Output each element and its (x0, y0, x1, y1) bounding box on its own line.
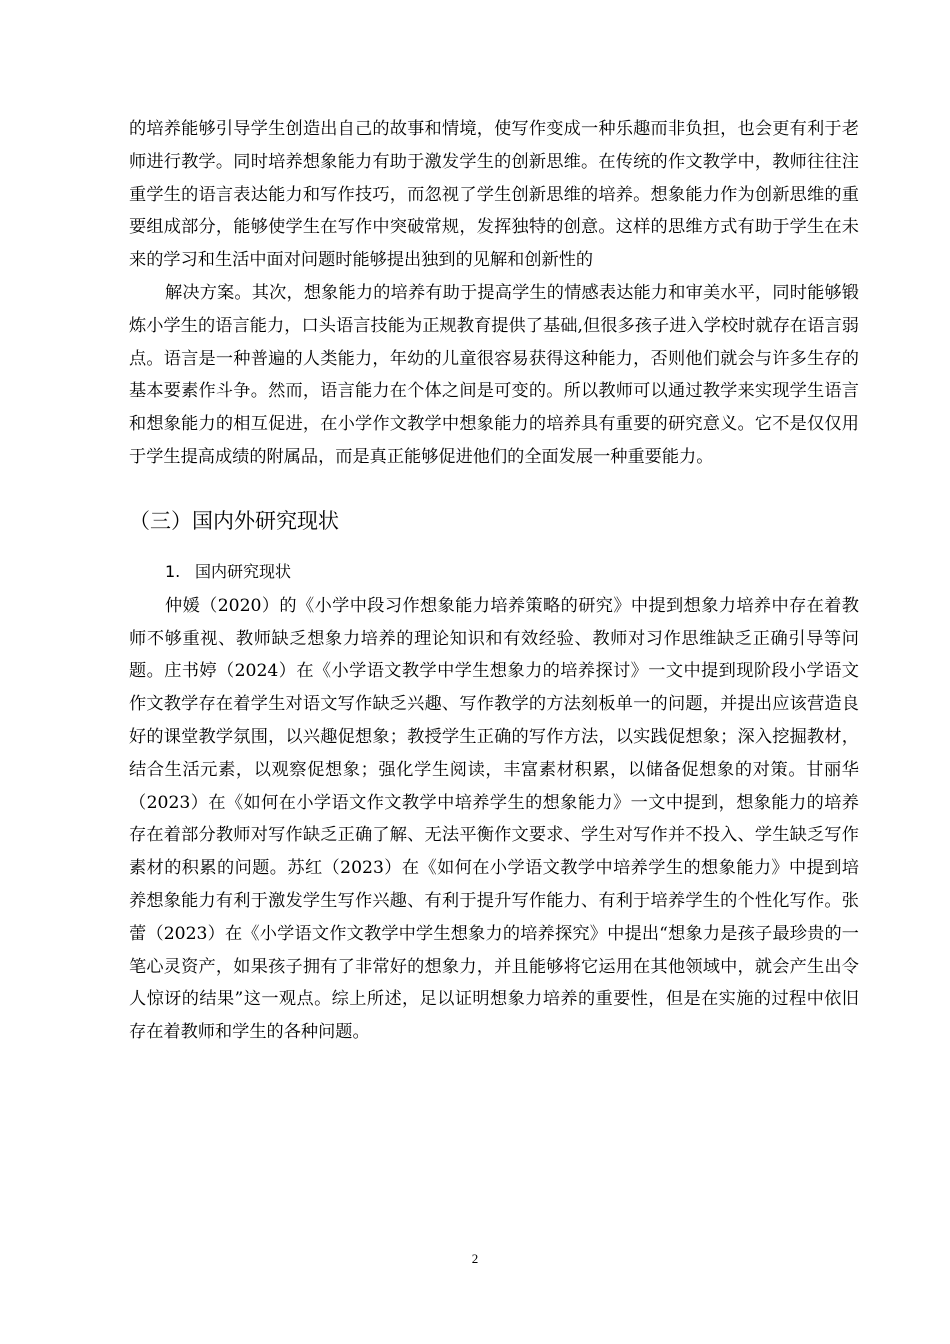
subsection-title: 国内研究现状 (195, 561, 292, 581)
page-number: 2 (471, 1251, 479, 1266)
subsection-heading (165, 556, 859, 588)
paragraph-continued: 的培养能够引导学生创造出自己的故事和情境，使写作变成一种乐趣而非负担，也会更有利于老师进行教学。同时培养想象能力有助于激发学生的创新思维。在传统的作文教学中，教师往往注重学生的语言表达能力和写作技巧，而忽视了学生创新思维的培养。想象能力作为创新思维的重要组成部分，能够使学生在写作中突破常规，发挥独特的创意。这样的思维方式有助于学生在未来的学习和生活中面对问题时能够提出独到的见解和创新性的 (129, 119, 859, 271)
section-heading: （三）国内外研究现状 (129, 508, 339, 533)
subsection-number: 1. (165, 561, 181, 581)
page-content (129, 113, 859, 1049)
paragraph-solution: 解决方案。其次，想象能力的培养有助于提高学生的情感表达能力和审美水平，同时能够锻炼小学生的语言能力，口头语言技能为正规教育提供了基础,但很多孩子进入学校时就存在语言弱点。语言是一种普遍的人类能力，年幼的儿童很容易获得这种能力，否则他们就会与许多生存的基本要素作斗争。然而，语言能力在个体之间是可变的。所以教师可以通过教学来实现学生语言和想象能力的相互促进，在小学作文教学中想象能力的培养具有重要的研究意义。它不是仅仅用于学生提高成绩的附属品，而是真正能够促进他们的全面发展一种重要能力。 (129, 282, 859, 467)
paragraph-domestic-research: 仲媛（2020）的《小学中段习作想象能力培养策略的研究》中提到想象力培养中存在着教师不够重视、教师缺乏想象力培养的理论知识和有效经验、教师对习作思维缺乏正确引导等问题。庄书婷（2024）在《小学语文教学中学生想象力的培养探讨》一文中提到现阶段小学语文作文教学存在着学生对语文写作缺乏兴趣、写作教学的方法刻板单一的问题，并提出应该营造良好的课堂教学氛围，以兴趣促想象；教授学生正确的写作方法，以实践促想象；深入挖掘教材，结合生活元素，以观察促想象；强化学生阅读，丰富素材积累，以储备促想象的对策。甘丽华（2023）在《如何在小学语文作文教学中培养学生的想象能力》一文中提到，想象能力的培养存在着部分教师对写作缺乏正确了解、无法平衡作文要求、学生对写作并不投入、学生缺乏写作素材的积累的问题。苏红（2023）在《如何在小学语文教学中培养学生的想象能力》中提到培养想象能力有利于激发学生写作兴趣、有利于提升写作能力、有利于培养学生的个性化写作。张蕾（2023）在《小学语文作文教学中学生想象力的培养探究》中提出“想象力是孩子最珍贵的一笔心灵资产，如果孩子拥有了非常好的想象力，并且能够将它运用在其他领域中，就会产生出令人惊讶的结果”这一观点。综上所述，足以证明想象力培养的重要性，但是在实施的过程中依旧存在着教师和学生的各种问题。 (129, 595, 859, 1043)
